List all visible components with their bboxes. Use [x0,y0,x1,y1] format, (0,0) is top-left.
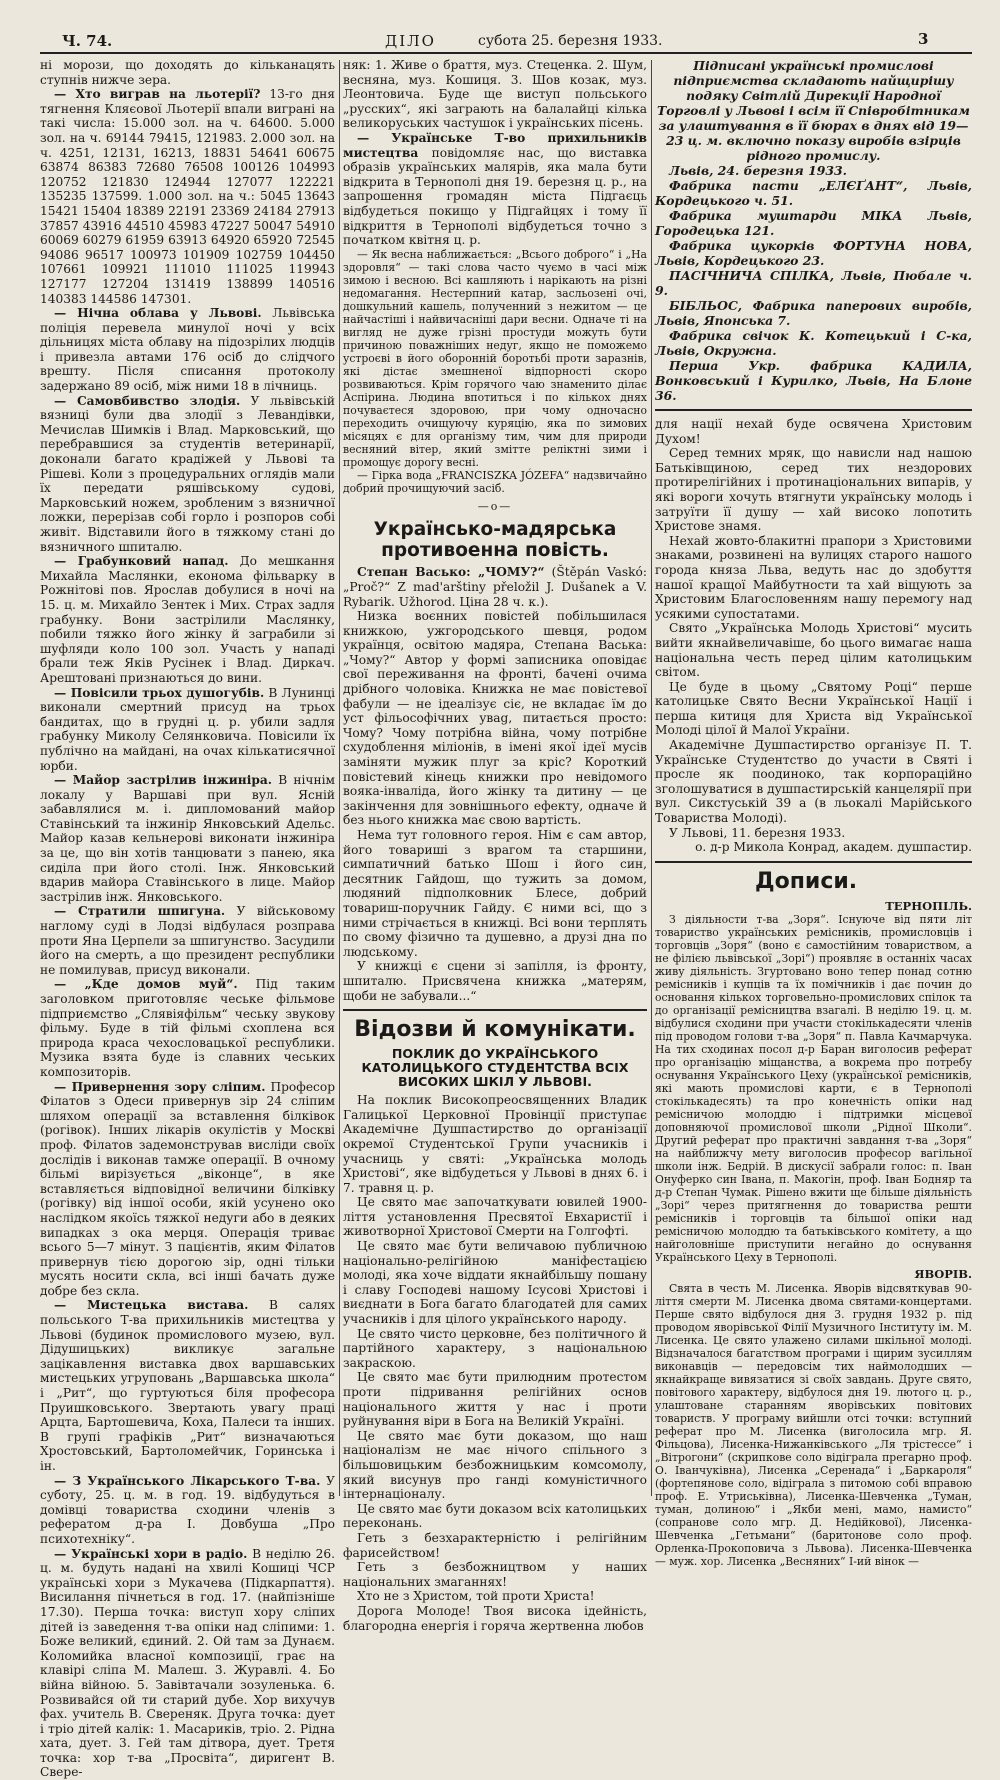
news-item-body: Професор Філатов з Одеси привернув зір 24 сліпим шляхом операції за вставлення білківок (рогівок). Інших лікарів окулістів у Москві проф. Філатов задемонстрував висліди своїх дослідів і виконав тамже операції. В очному більмі вирізується „віконце“, в яке вставляється відповідної величини білківку (рогівку) від іншої особи, якій усунено око наслідком якоїсь тяжкої недуги або в деяких випадках з ока мерця. Операція триває всього 5—7 мінут. З пацієнтів, яким Філатов привернув тією дорогою зір, одні тільки мусять носити скла, всі інші бачать дуже добре без скла. [40,1079,335,1298]
advertisement-firm: Фабрика муштарди МІКА Львів, Городецька 121. [655,208,972,238]
news-item [40,306,335,394]
paragraph: няк: 1. Живе о браття, муз. Стеценка. 2. Шум, весняна, муз. Кошиця. 3. Шов козак, муз. Леонтовича. Буде ще виступ польського „русских“, які заграють на балалайці кілька великоруських частушок і українських пісень. [343,58,647,131]
paragraph: На поклик Високопреосвященних Владик Галицької Церковної Провінції приступає Академічне Душпастирство до організації окремої Студентської Групи учасників і учасниць у святі: „Українська молодь Христові“, яке відбудеться у Львові в днях 6. і 7. травня ц. р. [343,1093,647,1195]
section-rule [655,861,972,863]
dateline: ЯВОРІВ. [914,1267,972,1282]
news-item [40,394,335,555]
news-item [40,773,335,904]
news-item-lead: — „Кде домов муй“. [54,977,238,992]
news-item-body: У військовому наглому суді в Лодзі відбулася розправа проти Яна Церпели за шпигунство. Засудили його на смерть, а що президент республики не помилував, присуд виконали. [40,904,335,977]
column-right [655,58,972,1568]
news-item-body: В нічнім локалу у Варшаві при вул. Ясній забавлялися м. і. дипломований майор Ставінський та інжинір Янковський Адельс. Майор казав кельнерові виконати інжиніра за це, що він хотів танцювати з панею, яка сиділа при його столі. Інж. Янковський вдарив майора Ставінського в лице. Майор застрілив інж. Янковського. [40,773,335,904]
paragraph: Геть з безхарактерністю і релігійним фарисейством! [343,1530,647,1560]
news-item [40,87,335,306]
news-item-body: У львівській вязниці були два злодії з Левандівки, Мечислав Шимків і Влад. Марковський, що перебравшися за студентів ветеринарії, доконали багато крадіжей у Львові та Рішеві. Коли з процедуральних оглядів мали їх передати ряшівському судові, Марковський ножем, зробленим з вязничної ложки, перерізав собі горло і розпоров собі живіт. Відставили його в тяжкому стані до вязничного шпиталю. [40,393,335,554]
issue-date: субота 25. березня 1933. [478,33,663,49]
paragraph: Це буде в цьому „Святому Році“ перше католицьке Свято Весни Української Нації і перша китиця для Христа від Української Молоді цілої й Малої України. [655,679,972,738]
issue-number: Ч. 74. [62,32,113,50]
book-reference: (Štěpán Vaskó: „Proč?“ Z mad'arštiny přeložil J. Dušanek a V. Rybarik. Užhorod. Ціна 28 ч. к.). [343,565,647,609]
advertisement-text: — Як весна наближається: „Всього доброго“ і „На здоровля“ — такі слова часто чуємо в часі між зимою і весною. Всі кашляють і нарікають на різні недомагання. Нестерпний катар, засльозені очі, дошкульний кашель, полученний з нежитом — це найчастіші і найвичасніші дари весни. Одначе ті на вигляд не дуже грізні простуди можуть бути причиною поважніших недуг, якщо не поможемо устроєві в його оборонній боротьбі проти заразнів, які дістає змешненої відпорності скоро розвиваються. Крім горячого чаю знаменито ділає Аспірина. Людина впотиться і по кількох днях почуваєтеся здоровою, при чому одночасно переходить очищуючу куряцію, яка по зимових місяцях є для організму тим, чим для природи весняний вітер, який змітте реліктні зими і промощує дорогу весні. [343,247,647,469]
section-headline: Відозви й комунікати. [354,1017,636,1043]
paragraph: Це свято має бути доказом, що наш націоналізм не має нічого спільного з більшовицьким безбожницьким комсомолу, який висунув про ганді комуністичного інтернаціоналу. [343,1428,647,1502]
news-item-lead: — Майор застрілив інжиніра. [54,773,273,788]
column-divider [651,60,652,1496]
news-item-lead: — Мистецька вистава. [54,1298,249,1313]
news-item-body: В Лунинці виконали смертний присуд на трьох бандитах, що в грудні ц. р. убили задля грабунку Миколу Селянковича. Повісили їх публічно на майдані, на очах кількатисячної юрби. [40,685,335,773]
news-item-body: 13-го дня тягнення Кляєової Льотерії впали виграні на такі числа: 15.000 зол. на ч. 64600. 5.000 зол. на ч. 69144 79415, 121983. 2.000 зол. на ч. 4251, 12131, 16213, 18831 54641 60675 63874 86383 72680 76508 100126 104993 120752 121830 124944 127077 122221 135235 137599. 1.000 зол. на ч.: 5045 13643 15421 15404 18389 22191 23369 24184 27913 37857 43916 44510 45983 47227 50047 54910 60069 60279 61959 63913 64920 65920 72545 94086 96517 100973 101909 102759 104450 107661 109921 111010 111025 119943 127177 127204 131419 138899 140516 140383 144586 147301. [40,87,335,306]
news-item-lead: — Грабунковий напад. [54,554,229,569]
masthead [0,0,1000,58]
advertisement-text: Підписані українські промислові підприємства складають найщирішу подяку Світлій Дирекції Народної Торговлі у Львові і всім її Співробітникам за улаштування в її бюрах в днях від 19—23 ц. м. включно показу виробів взірців рідного промислу. [657,58,970,163]
advertisement-firm: Фабрика свічок К. Котецький і С-ка, Львів, Окружна. [655,328,972,358]
appeal-headline: ПОКЛИК ДО УКРАЇНСЬКОГО КАТОЛИЦЬКОГО СТУДЕНТСТВА ВСІХ ВИСОКИХ ШКІЛ У ЛЬВОВІ. [361,1046,629,1090]
paragraph: Нехай жовто-блакитні прапори з Христовими знаками, розвинені на вулицях старого нашого города княза Льва, ведуть нас до здобуття нашої кращої Майбутности та хай віщують за Христовим Благословенням нашу перемогу над усякими супостатами. [655,533,972,621]
review-headline: Українсько-мадярська противоенна повість. [373,519,617,562]
news-item-lead: — Українські хори в радіо. [54,1546,248,1561]
paragraph [343,565,647,609]
news-item [40,1298,335,1473]
paragraph: для нації нехай буде освячена Христовим Духом! [655,417,972,446]
paragraph: У Львові, 11. березня 1933. [669,825,846,840]
news-item-lead: — Повісили трьох душогубів. [54,685,265,700]
column-middle [343,58,647,1633]
paragraph: У книжці є сцени зі запілля, із фронту, шпиталю. Присвячена книжка „матерям, щоби не забували...“ [343,959,647,1003]
paragraph: Дорога Молоде! Твоя висока ідейність, благородна енергія і горяча жертвенна любов [343,1603,647,1633]
paragraph: Академічне Душпастирство організує П. Т. Українське Студентство до участи в Святі і просле як поодиноко, так корпораційно зголошуватися в душпастирській канцелярії при вул. Сикстуській 39 а (в льокалі Марійського Товариства Молоді). [655,738,972,826]
paragraph: Серед темних мряк, що нависли над нашою Батьківщиною, серед тих нездорових протирелігійних і протинаціональних випарів, у які вороги хочуть втягнути українську молодь і затруїти її душу — хай високо лопотить Христове знамя. [655,446,972,534]
book-title: Степан Васько: „ЧОМУ?“ [357,565,545,580]
advertisement-firm: Фабрика пасти „ЕЛЄҐАНТ“, Львів, Кордецького ч. 51. [655,178,972,208]
newspaper-title: ДІЛО [385,32,436,50]
news-item-body: В неділю 26. ц. м. будуть надані на хвилі Кошиці ЧСР українські хори з Мукачева (Підкарпаття). Висилання пічнеться в год. 17. (найпізніше 17.30). Перша точка: виступ хору сліпих дітей із заведення т-ва опіки над сліпими: 1. Боже великий, єдиний. 2. Ой там за Дунаєм. Коломийка власної композиції, грає на клавірі сліпа М. Малеш. 3. Журавлі. 4. Бо війна війною. 5. Завівтачали зозуленька. 6. Розвивайся ой ти старий дубе. Хор вихучув фах. учитель В. Свереняк. Друга точка: дует і тріо дітей калік: 1. Масариків, тріо. 2. Рідна хата, дует. 3. Гей там дітвора, дует. Третя точка: хор т-ва „Просвіта“, диригент В. Свере- [40,1546,335,1780]
signature: о. д-р Микола Конрад, академ. душпастир. [695,840,972,855]
paragraph: Свята в честь М. Лисенка. Яворів відсвяткував 90-ліття смерти М. Лисенка двома святами-концертами. Перше свято відбулося дня 3. грудня 1932 р. під проводом яворівської Філії Музичного Інституту ім. М. Лисенка. Це свято улажено силами шкільної молоді. Відзначалося багатством програми і щирим зусиллям виконавців — передовсім тих наймолодших — якнайкраще вивязатися зі своїх завдань. Друге свято, повітового характеру, відбулося дня 19. лютого ц. р., улаштоване старанням яворівських повітових товариств. У програму вийшли отсі точки: вступний реферат про М. Лисенка (виголосила мгр. Я. Фільцова), Лисенка-Нижанківського „Ля трістессе“ і „Вітрогони“ (скрипкове соло відіграла прегарно проф. О. Іванчуківна), Лисенка „Серенада“ і „Баркароля“ (фортепянове соло, відіграла з питомою собі вправою проф. Е. Утриськівна), Лисенка-Шевченка „Туман, туман, долиною“ і „Якби мені, мамо, намисто“ (сопранове соло мгр. Д. Недійкової), Лисенка-Шевченка „Гетьмани“ (баритонове соло проф. Орленка-Прокоповича з Львова). Лисенка-Шевченка — муж. хор. Лисенка „Весняних“ І-ий вінок — [655,1282,972,1568]
section-rule [655,409,972,411]
paragraph: Низка воєнних повістей побільшилася книжкою, ужгородського шевця, родом українця, освітою мадяра, Степана Васька: „Чому?“ Автор у формі записника оповідає свої переживання на фронті, бачені очима дрібного чоловіка. Книжка не має повістевої фабули — не ідеалізує сіє, не вкладає їм до уст фільософічних увag, питається просто: Чому? Чому потрібна війна, чому потрібне схудоблення міліонів, в імені якої ідеї мусів заміняти мужик плуг за кріс? Короткий повістевий кінець книжки про невідомого вояка-інваліда, його жінку та дитину — це закінчення для зовнішнього ефекту, одначе й без нього книжка має свою вартість. [343,609,647,828]
paragraph: Свято „Українська Молодь Христові“ мусить вийти якнайвеличавіше, бо цього вимагає наша національна честь перед цілим католицьким світом. [655,621,972,680]
section-headline: Дописи. [755,868,858,894]
paragraph: Хто не з Христом, той проти Христа! [357,1589,595,1604]
news-item-lead: — Хто виграв на льотерії? [54,87,261,102]
advertisement-firm: Фабрика цукорків ФОРТУНА НОВА, Львів, Кордецького 23. [655,238,972,268]
news-item-body: До мешкання Михайла Маслянки, економа фільварку в Рожнітові пов. Ярослав добулися в ночі на 15. ц. м. Михайло Зентек і Мих. Страх задля грабунку. Вони застрілили Маслянку, побили тяжко його жінку й заграбили зі шуфляди коло 100 зол. Участь у нападі брали теж Яків Русінек і Влад. Диркач. Арештовані признаються до вини. [40,554,335,685]
paragraph: Геть з безбожництвом у наших національних змаганнях! [343,1560,647,1589]
news-item-lead: — Стратили шпигуна. [54,904,226,919]
news-item-body: У суботу, 25. ц. м. в год. 19. відбудуться в домівці товариства сходини членів з рефератом д-ра І. Довбуша „Про психотехніку“. [40,1473,335,1546]
paragraph [343,131,647,248]
advertisement-date: Львів, 24. березня 1933. [669,163,847,178]
paragraph: Це свято має бути доказом всіх католицьких переконань. [343,1501,647,1531]
news-item-lead: — Привернення зору сліпим. [54,1079,266,1094]
paragraph-lead: — Українське Т-во прихильників мистецтва [343,130,647,160]
news-item-body: В салях польського Т-ва прихильників мистецтва у Львові (будинок промислового музею, вул. Дідушицьких) викликує загальне зацікавлення виставка двох варшавських мистецьких угруповань „Варшавська школа“ і „Рит“, що гуртуються біля професора Пруишковського. Звертають увагу праці Арцта, Бартошевича, Коха, Палеси та інших. В групі графіків „Рит“ визначаються Хростовський, Бартоломейчик, Горинська і ін. [40,1298,335,1473]
section-rule [343,1009,647,1011]
news-item [40,977,335,1079]
news-item [40,1474,335,1547]
paragraph: Це свято має започаткувати ювилей 1900-ліття установлення Пресвятої Евхаристії і животворної Христової Смерти на Голгофті. [343,1195,647,1239]
news-item-lead: — З Українського Лікарського Т-ва. [54,1473,321,1488]
news-item-body: Львівська поліція перевела минулої ночі у всіх дільницях міста облаву на підозрілих людців і привезла автами 176 осіб до слідчого врешту. Після списання протоколу задержано 89 осіб, між ними 18 в лічниць. [40,306,335,394]
advertisement-block [655,58,972,403]
paragraph: З діяльности т-ва „Зоря“. Існуюче від пяти літ товариство українських ремісників, промисловців і торговців „Зоря“ (воно є самостійним товариством, а не філією львівської „Зорі“) проявляє в останніх часах живу діяльність. Згуртовано воно тепер понад сотню ремісників і купців та їх помічників і дає почин до основання кількох торговельно-промислових спілок та до організації ремісництва взагалі. В неділю 19. ц. м. відбулися сходини при участи стокількадесяти членів під проводом голови т-ва „Зоря“ п. Павла Качмарчука. На тих сходинах посол д-р Баран виголосив реферат про організацію міщанства, а вокрема про потребу оснування Українського Цеху (української ремісників, які мають промислові карти, є в Тернополі стокількадесять) та про конечність опіки над ремісничою молоддю і підтримки місцевої доповняючої промислової школи „Рідної Школи“. Другий реферат про практичні завдання т-ва „Зоря“ на найближчу мету виголосив професор вагільної школи інж. Бедрій. В дискусії забрали голос: п. Іван Онуферко син Івана, п. Макогін, проф. Іван Бодняр та д-р Степан Чумак. Рішено вжити ще більше діяльність „Зорі“ через притягнення до товариства решти ремісників і торговців та більшої опіки над ремісничою молоддю та батьківського комітету, а що найголовніше приступити негайно до оснування Українського Цеху в Тернополі. [655,913,972,1265]
news-item-body: Під таким заголовком приготовляє чеське фільмове підприємство „Слявіяфільм“ чеську звукову фільму. Буде в тій фільмі схоплена вся природа краса чехословацької республики. Музика взята буде із славних чеських композиторів. [40,977,335,1079]
column-news-chronicle [40,58,335,1780]
dateline: ТЕРНОПІЛЬ. [885,898,972,913]
news-item-body: ні морози, що доходять до кільканацять ступнів нижче зера. [40,58,335,87]
news-item [40,1547,335,1780]
paragraph: Це свято має бути прилюдним протестом проти підривання релігійних основ національного життя у нас і проти руйнування віри в Бога на Великій Україні. [343,1370,647,1429]
section-separator: —o— [477,499,513,513]
news-item [40,554,335,685]
news-item [40,1080,335,1299]
paragraph: Це свято чисто церковне, без політичного й партійного характеру, з національною закраскою. [343,1326,647,1370]
news-item-lead: — Нічна облава у Львові. [54,306,262,321]
news-item [40,686,335,774]
paragraph: Нема тут головного героя. Нім є сам автор, його товариші з врагом та старшини, симпатичний батько Шош і його син, десятник Гайдош, що тужить за домом, людяний підполковник Блесе, добрий товариш-поручник Гайду. Є ними всі, що з ними стрічається в книжці. Всі вони терплять по свому фізично та душевно, а друзі дна по людському. [343,828,647,959]
news-item-lead: — Самовбивство злодія. [54,393,241,408]
paragraph: Це свято має бути величавою публичною національно-релігійною маніфестацією молоді, яка хоче віддати якнайбільшу пошану і славу Господеві нашому Ісусові Христові і виєднати в Бога багато благодатей для самих учасників і для цілого українського народу. [343,1239,647,1327]
news-item [40,904,335,977]
column-divider [339,60,340,1496]
advertisement-text: — Гірка вода „FRANCISZKA JÓZEFA“ надзвичайно добрий прочищуючий засіб. [343,468,647,495]
advertisement-firm: ПАСІЧНИЧА СПІЛКА, Львів, Пюбале ч. 9. [655,268,972,298]
advertisement-firm: Перша Укр. фабрика КАДИЛА, Вонковський і Курилко, Львів, На Блоне 36. [655,358,972,403]
advertisement-firm: БІБЛЬОС, Фабрика паперових виробів, Львів, Японська 7. [655,298,972,328]
page-number: 3 [918,30,929,48]
news-item [40,58,335,87]
paragraph-body: повідомляє нас, що виставка образів українських малярів, яка мала бути відкрита в Тернополі дня 19. березня ц. р., на запрошення громадян міста Підгаєць відбудеться покищо у Підгайцях і тому її відкриття в Тернополі відбудеться точно з початком квітня ц. р. [343,145,647,248]
masthead-rule [40,52,972,54]
